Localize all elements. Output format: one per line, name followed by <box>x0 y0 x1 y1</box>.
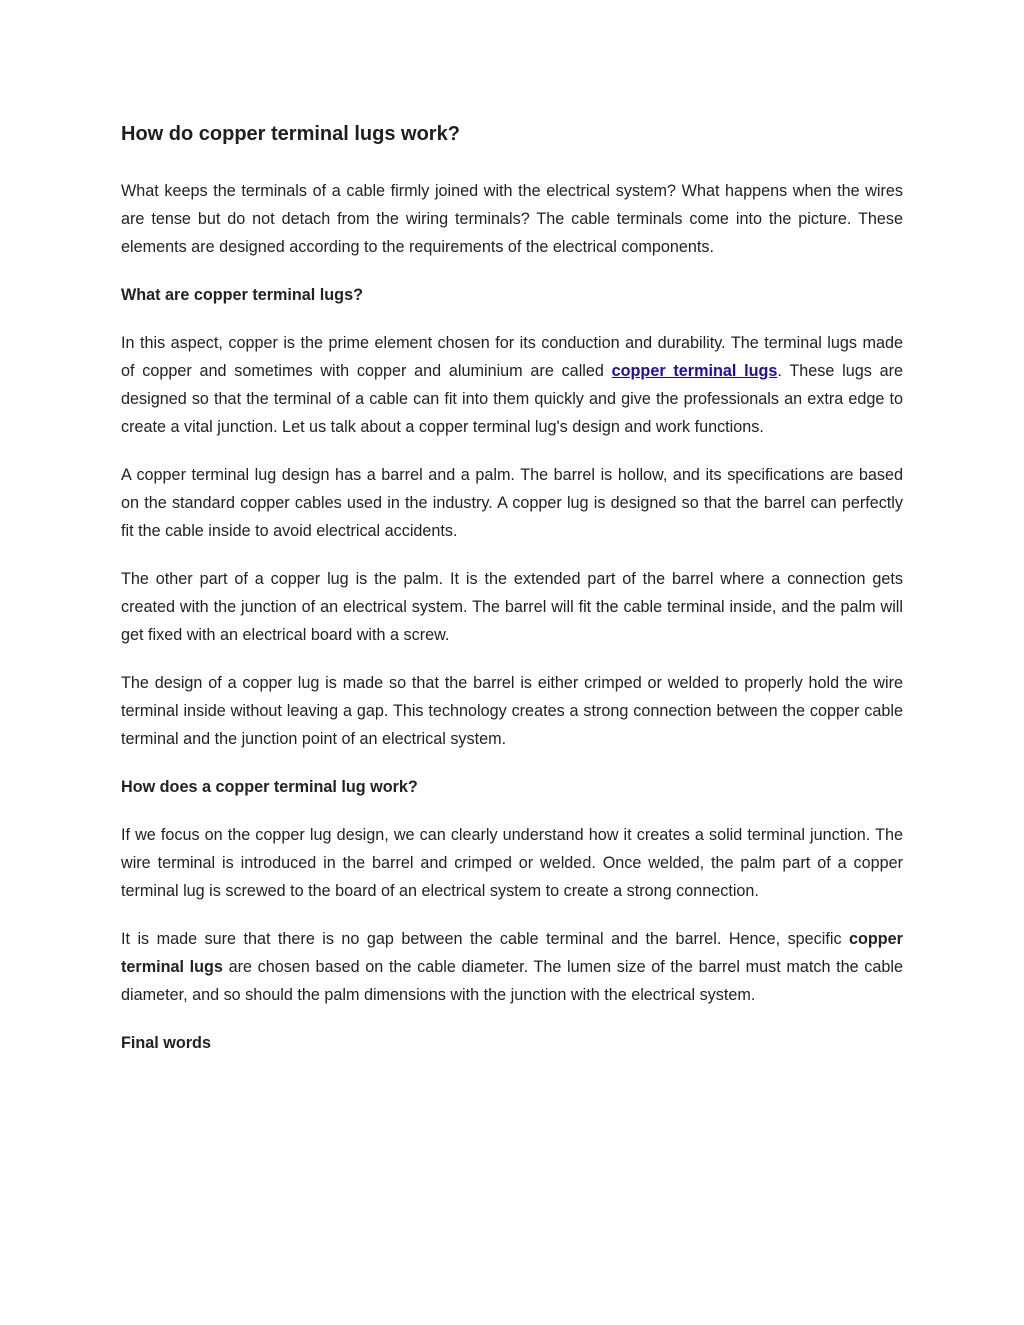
intro-paragraph: What keeps the terminals of a cable firmly joined with the electrical system? What happens when the wires are tense but do not detach from the wiring terminals? The cable terminals come into the picture. These elements are designed according to the requirements of the electrical components. <box>121 182 903 256</box>
page-title: How do copper terminal lugs work? <box>121 123 460 145</box>
section-heading-how-it-works: How does a copper terminal lug work? <box>121 778 418 796</box>
paragraph-palm: The other part of a copper lug is the palm. It is the extended part of the barrel where a connection gets created with the junction of an electrical system. The barrel will fit the cable terminal inside, and the palm will get fixed with an electrical board with a screw. <box>121 570 903 644</box>
paragraph-text: In this aspect, copper is the prime element chosen for its conduction and durability. The terminal lugs made of copper and sometimes with copper and aluminium are called <box>121 334 903 380</box>
paragraph-no-gap <box>121 925 903 1009</box>
document-page <box>121 118 903 1077</box>
paragraph-text: are chosen based on the cable diameter. The lumen size of the barrel must match the cable diameter, and so should the palm dimensions with the junction with the electrical system. <box>121 958 903 1004</box>
section-heading-what-are-lugs: What are copper terminal lugs? <box>121 286 363 304</box>
paragraph-text: . These lugs are designed so that the terminal of a cable can fit into them quickly and give the professionals an extra edge to create a vital junction. Let us talk about a copper terminal lug's design and work functions. <box>121 362 903 436</box>
paragraph-barrel-palm: A copper terminal lug design has a barrel and a palm. The barrel is hollow, and its specifications are based on the standard copper cables used in the industry. A copper lug is designed so that the barrel can perfectly fit the cable inside to avoid electrical accidents. <box>121 466 903 540</box>
copper-terminal-lugs-link[interactable]: copper terminal lugs <box>611 362 778 380</box>
section-heading-final-words: Final words <box>121 1034 211 1052</box>
paragraph-text: It is made sure that there is no gap between the cable terminal and the barrel. Hence, specific <box>121 930 850 948</box>
bold-phrase: copper terminal lugs <box>121 930 903 976</box>
paragraph-definition <box>121 329 903 441</box>
paragraph-design-focus: If we focus on the copper lug design, we can clearly understand how it creates a solid terminal junction. The wire terminal is introduced in the barrel and crimped or welded. Once welded, the palm part of a copper terminal lug is screwed to the board of an electrical system to create a strong connection. <box>121 826 903 900</box>
paragraph-crimped-welded: The design of a copper lug is made so that the barrel is either crimped or welded to properly hold the wire terminal inside without leaving a gap. This technology creates a strong connection between the copper cable terminal and the junction point of an electrical system. <box>121 674 903 748</box>
